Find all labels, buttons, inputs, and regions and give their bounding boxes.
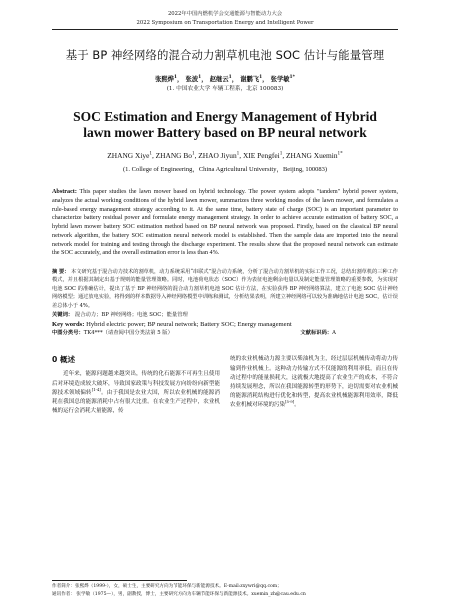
chinese-title: 基于 BP 神经网络的混合动力割草机电池 SOC 估计与能量管理 (65, 48, 385, 62)
chinese-abstract (52, 268, 398, 310)
citation: [5-9] (285, 399, 295, 405)
english-abstract (52, 188, 398, 258)
corresponding-author-footnote: 通讯作者： 张学敏（1975—），男，副教授，博士，主要研究方向为车辆节能环保与新能源技术。xuemin_zh@cau.edu.cn (52, 591, 306, 597)
english-authors: ZHANG Xiye$^1$, ZHANG Bo$^1$, ZHAO Jiyun$^1$, XIE Pengfei$^1$, ZHANG Xuemin$^{1*}$ (107, 150, 343, 160)
conference-name-cn: 2022年中国内燃机学会交通能源与智能动力大会 (167, 11, 283, 17)
classification-number: 中图分类号：TK4***（请查阅中国分类法第 5 版） (52, 330, 173, 337)
abstract-label: Abstract: (52, 189, 77, 195)
author: ZHAO Jiyun$^1$ (198, 150, 240, 160)
english-title-line-2: lawn mower Battery based on BP neural network (83, 124, 367, 140)
author: 张熙烨$^1$ (155, 74, 178, 83)
english-title (52, 109, 398, 140)
abstract-text: This paper studies the lawn mower based on hybrid technology. The power system adopts "tandem" hybrid power system, analyzes the actual working conditions of the hybrid lawn mower, summarizes three working modes of the lawn mower, and formulates a rule-based energy management strategy according to it. At the same time, battery state of charge (SOC) is an important parameter to characterize battery residual power and formulate energy management strategy. In order to achieve accurate estimation of battery SOC, a hybrid lawn mower battery SOC estimation method based on BP neural network was proposed. Firstly, based on the classical BP neural network algorithm, the battery SOC estimation neural network model is established. Then the sample data are imported into the neural network model for training and testing through the discharge experiment. The results show that the proposed neural network can estimate the SOC accurately, and the overall estimation error is less than 4%. (52, 189, 399, 257)
citation: [1-4] (91, 387, 101, 393)
header-rule (52, 29, 398, 30)
keywords-text-cn: 混合动力；BP 神经网络；电池 SOC；能量管理 (74, 312, 188, 319)
classification-row (52, 329, 398, 337)
keywords-label: Key words: (52, 321, 85, 329)
conference-name-en: 2022 Symposium on Transportation Energy and Intelligent Power (136, 19, 314, 26)
chinese-authors: 张熙烨$^1$， 张波$^1$， 赵继云$^1$， 谢鹏飞$^1$， 张学敏$^{1*}$ (155, 74, 295, 83)
section-paragraph: 近年来，能源问题越来越突出，传统的化石能源不可再生且使用后对环境造成较大破坏，导致国家政策与科技发展方向纷纷向新型能源技术领域偏转[1-4]。由于我国是农业大国，所以农业机械的能源消耗在我国总的能源消耗中占有很大比重。在农业生产过程中，农业机械的运行会消耗大量能源，传 (52, 371, 220, 415)
right-column (230, 355, 398, 416)
section-heading: 0 概述 (52, 355, 76, 365)
footnotes (52, 583, 398, 598)
keywords-label-cn: 关键词： (52, 312, 74, 319)
author: 赵继云$^1$ (209, 74, 232, 83)
author-bio-footnote: 作者简介：张熙烨（1999-），女，硕士生，主要研究方向为节能环保与新能源技术。E-mail:zxywri@qq.com； (52, 584, 282, 589)
abstract-label-cn: 摘 要： (52, 269, 70, 275)
running-header (52, 10, 398, 27)
author: 张波$^1$ (185, 74, 202, 83)
author: ZHANG Xuemin$^{1*}$ (286, 150, 343, 160)
english-keywords (52, 320, 398, 329)
chinese-affiliation: (1. 中国农业大学 车辆工程系，北京 100083) (166, 86, 284, 92)
section-paragraph-continued: 统的农业机械动力源主要以柴油机为主，经过层层机械传动将动力传输到作业机械上。这种动力传输方式不仅能源的利用率低，而且在传动过程中的能量损耗大，这就极大地提高了农业生产的成本，不符合持续发展理念，所以在我国能源转型的形势下，迫切需要对农业机械的能源消耗结构进行优化和转型，提高农业机械能源利用效率，降低农业机械对环境的污染[5-9]。 (230, 356, 398, 409)
body-columns (52, 355, 398, 416)
english-title-line-1: SOC Estimation and Energy Management of Hybrid (73, 109, 377, 124)
author: 张学敏$^{1*}$ (270, 74, 295, 83)
footnote-rule (52, 580, 187, 581)
abstract-text-cn: 本文研究基于混合动力技术的割草机，动力系统采用“串联式”混合动力系统，分析了混合动力割草机的实际工作工况，总结出割草机的三种工作模式，并且根据其制定出基于规则的能量管理策略。同时，电池荷电状态（SOC）作为表征电池剩余电量以及制定能量管理策略的重要参数，为实现对电池 SOC 的准确估计，提出了基于 BP 神经网络的混合动力割草机电池 SOC 估计方法，在实验获得 BP 神经网络算法，建立了电池 SOC 估计神经网络模型；通过放电实验，将得到的样本数据导入神经网络模型中训练和测试，分析结果表明，所建立神经网络可以较为准确地估计电池 SOC，估计误差总体小于 4%。 (52, 269, 398, 309)
english-affiliation: (1. College of Engineering，China Agricultural University，Beijing, 100083) (123, 166, 327, 173)
document-code: 文献标识码：A (300, 330, 336, 337)
author: ZHANG Bo$^1$ (155, 150, 195, 160)
author: 谢鹏飞$^1$ (240, 74, 263, 83)
keywords-text: Hybrid electric power; BP neural network; Battery SOC; Energy management (86, 321, 292, 329)
author: XIE Pengfei$^1$ (242, 150, 283, 160)
chinese-keywords (52, 311, 398, 319)
author: ZHANG Xiye$^1$ (107, 150, 152, 160)
left-column (52, 355, 220, 416)
